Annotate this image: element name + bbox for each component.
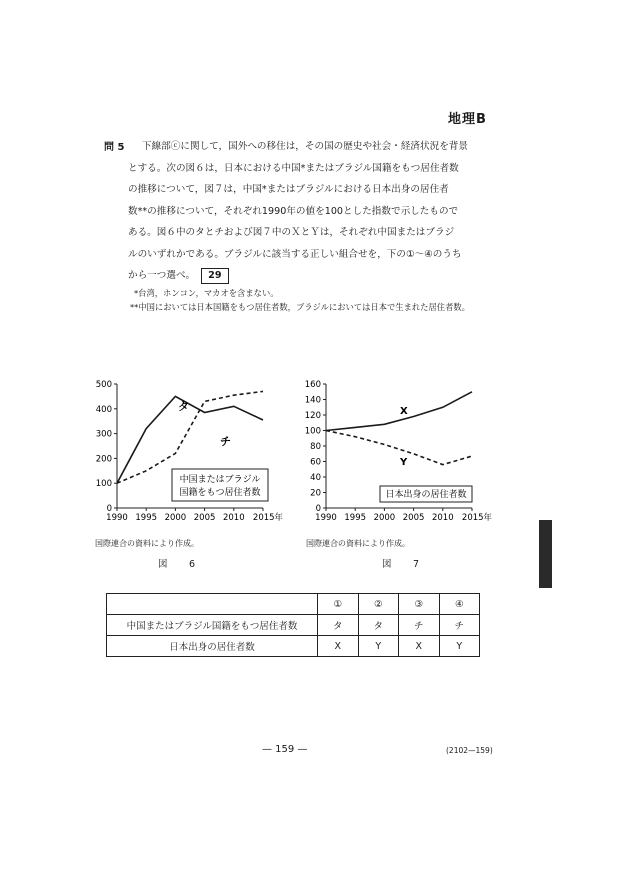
y-tick-label: 500 <box>95 380 112 390</box>
y-tick-label: 400 <box>95 404 112 415</box>
x-tick-label: 2015年 <box>252 513 284 523</box>
footnote-1: *台湾，ホンコン，マカオを含まない。 <box>134 288 279 298</box>
x-tick-label: 2000 <box>164 513 187 523</box>
figure-6-series-label-ta: タ <box>178 400 189 413</box>
answer-table-corner <box>107 594 318 615</box>
x-tick-label: 2010 <box>431 513 454 523</box>
figure-6-series-label-chi: チ <box>220 435 231 448</box>
figure-6-legend-line-2: 国籍をもつ居住者数 <box>179 488 261 498</box>
answer-table-cell: X <box>318 636 359 657</box>
answer-table-header-1: ① <box>318 594 359 615</box>
x-tick-label: 2000 <box>373 513 396 523</box>
subject-title: 地理B <box>448 112 487 127</box>
answer-table-cell: タ <box>358 615 399 636</box>
x-tick-label: 2005 <box>402 513 425 523</box>
answer-table-header-3: ③ <box>399 594 440 615</box>
y-tick-label: 120 <box>304 411 321 421</box>
question-line-6: ルのいずれかである。ブラジルに該当する正しい組合せを，下の①～④のうち <box>128 248 462 260</box>
answer-table-cell: チ <box>439 615 480 636</box>
x-tick-label: 2005 <box>193 513 216 523</box>
answer-table <box>106 593 480 657</box>
x-tick-label: 1995 <box>344 513 367 523</box>
figure-6-legend-box <box>172 469 268 501</box>
answer-table-row <box>107 615 480 636</box>
answer-table-row-label: 日本出身の居住者数 <box>107 636 318 657</box>
section-tab-bar <box>539 520 552 588</box>
answer-table-header-row <box>107 594 480 615</box>
x-tick-label: 2015年 <box>461 513 493 523</box>
answer-number-box: 29 <box>201 268 228 284</box>
answer-table-row <box>107 636 480 657</box>
series-line-2 <box>326 431 472 465</box>
y-tick-label: 20 <box>310 488 321 499</box>
y-tick-label: 0 <box>106 504 112 514</box>
answer-table-cell: チ <box>399 615 440 636</box>
figure-6-legend-line-1: 中国またはブラジル <box>179 475 261 485</box>
question-line-1: 下線部ⓒに関して，国外への移住は，その国の歴史や社会・経済状況を背景 <box>142 141 468 152</box>
answer-table-header-4: ④ <box>439 594 480 615</box>
figure-7-caption: 図 7 <box>382 559 426 570</box>
question-line-5: ある。図６中のタとチおよび図７中のＸとＹは，それぞれ中国またはブラジ <box>128 227 455 238</box>
question-line-7-text: から一つ選べ。 <box>128 270 196 281</box>
question-line-4: 数**の推移について，それぞれ1990年の値を100とした指数で示したもので <box>128 205 459 217</box>
page-code: (2102—159) <box>446 746 493 755</box>
y-tick-label: 80 <box>310 442 321 452</box>
series-line-1 <box>326 392 472 431</box>
answer-table-cell: タ <box>318 615 359 636</box>
figure-7-legend-box <box>380 486 472 502</box>
answer-table-row-label: 中国またはブラジル国籍をもつ居住者数 <box>107 615 318 636</box>
page-number: — 159 — <box>262 744 308 755</box>
figure-6-axes <box>96 380 284 523</box>
answer-table-cell: X <box>399 636 440 657</box>
question-text <box>128 136 506 287</box>
x-tick-label: 1990 <box>315 513 337 523</box>
y-tick-label: 100 <box>304 426 321 437</box>
answer-table-cell: Y <box>439 636 480 657</box>
figure-7-source: 国際連合の資料により作成。 <box>306 539 410 548</box>
y-tick-label: 300 <box>95 429 112 440</box>
y-tick-label: 140 <box>304 395 321 406</box>
figure-7-legend-line-1: 日本出身の居住者数 <box>385 490 467 500</box>
x-tick-label: 2010 <box>222 513 245 523</box>
y-tick-label: 200 <box>95 454 112 465</box>
answer-table-cell: Y <box>358 636 399 657</box>
x-tick-label: 1990 <box>106 513 128 523</box>
question-line-3: の推移について，図７は，中国*またはブラジルにおける日本出身の居住者 <box>128 184 449 195</box>
y-tick-label: 60 <box>310 457 321 468</box>
x-tick-label: 1995 <box>135 513 158 523</box>
y-tick-label: 100 <box>95 479 112 490</box>
figure-6-caption: 図 6 <box>158 559 202 570</box>
footnote-2: **中国においては日本国籍をもつ居住者数，ブラジルにおいては日本で生まれた居住者数。 <box>130 301 470 312</box>
figure-6-source: 国際連合の資料により作成。 <box>95 539 199 548</box>
answer-table-header-2: ② <box>358 594 399 615</box>
question-number: 問 5 <box>104 142 125 153</box>
y-tick-label: 40 <box>310 473 321 483</box>
figure-7-series <box>326 392 472 465</box>
y-tick-label: 0 <box>315 504 321 514</box>
figure-7-series-label-y: Y <box>400 457 408 468</box>
question-line-7 <box>128 265 506 287</box>
footnotes <box>130 287 510 314</box>
y-tick-label: 160 <box>304 380 321 390</box>
question-line-2: とする。次の図６は，日本における中国*またはブラジル国籍をもつ居住者数 <box>128 162 459 174</box>
figure-7-series-label-x: X <box>400 406 408 417</box>
